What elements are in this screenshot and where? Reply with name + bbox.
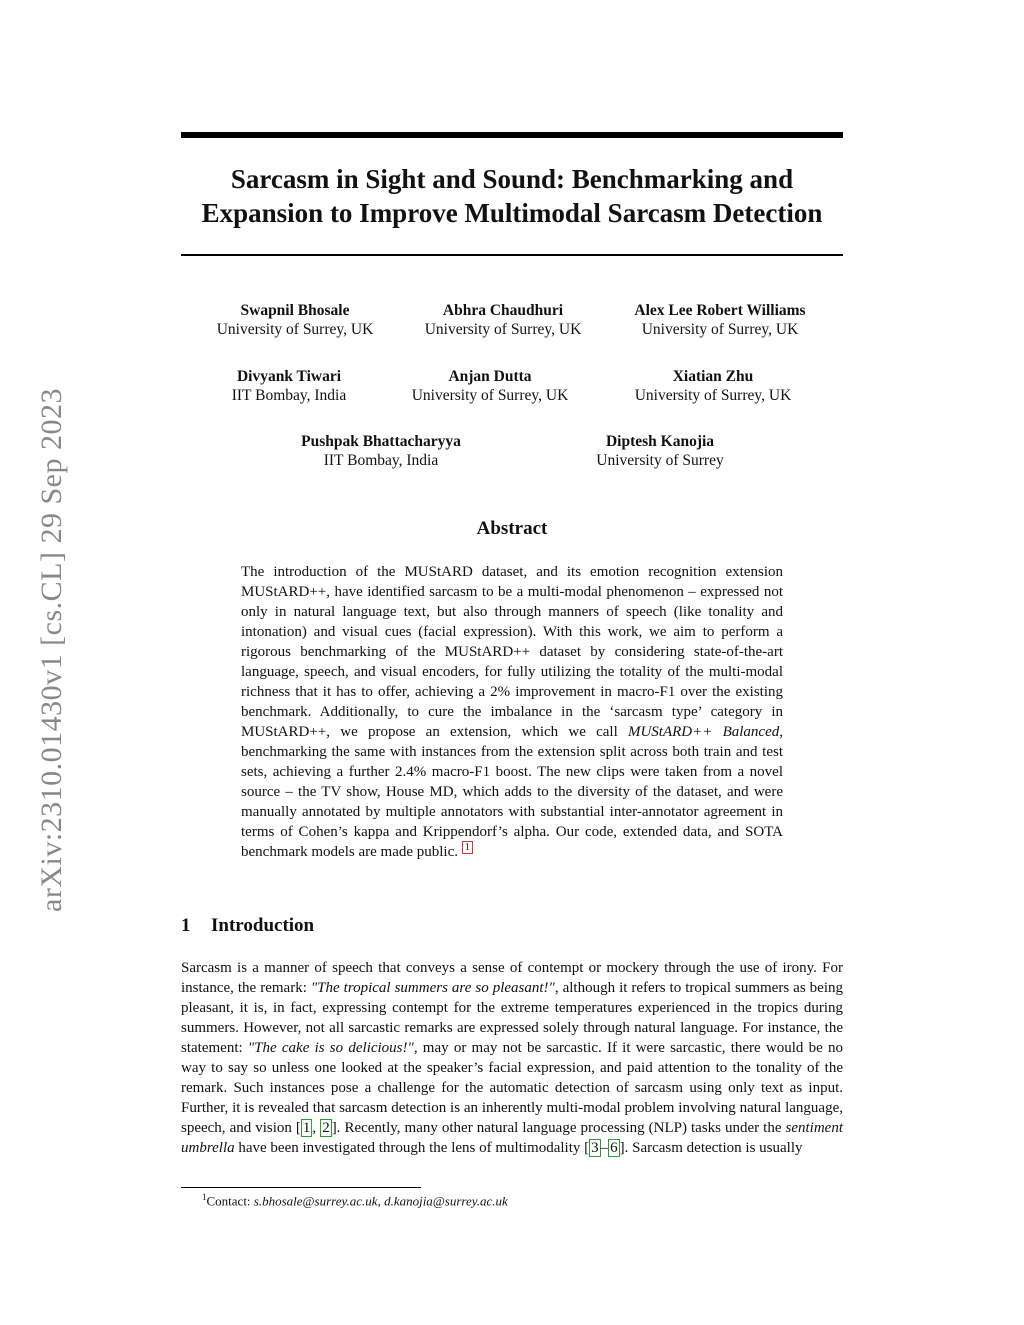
abstract-text-part: The introduction of the MUStARD dataset, and its emotion recognition extension MUStARD++, have identified sarcasm to be a multi-modal phenomenon – expressed not only in natural language text, but also through manners of speech (like tonality and intonation) and visual cues (facial expression). With this work, we aim to perform a rigorous benchmarking of the MUStARD++ dataset by considering state-of-the-art language, speech, and visual encoders, for fully utilizing the totality of the multi-modal richness that it has to offer, achieving a 2% improvement in macro-F1 over the existing benchmark. Additionally, to cure the imbalance in the ‘sarcasm type’ category in MUStARD++, we propose an extension, which we call xyxy=(241,564,783,740)
arxiv-sidebar-stamp: arXiv:2310.01430v1 [cs.CL] 29 Sep 2023 xyxy=(35,388,68,912)
author-name: Abhra Chaudhuri xyxy=(442,302,564,319)
paper-title-line-1: Sarcasm in Sight and Sound: Benchmarking and xyxy=(230,164,794,194)
citation-link[interactable]: 1 xyxy=(302,1120,311,1136)
abstract-text xyxy=(241,562,783,862)
author-name: Divyank Tiwari xyxy=(236,368,342,385)
intro-text: , may or may not be sarcastic. If it were sarcastic, there would be no way to say so unless one looked at the speaker’s facial expression, and paid attention to the tonality of the remark. Such instances pose a challenge for the automatic detection of sarcasm using only text as input. Further, it is revealed that sarcasm detection is an inherently multi-modal problem involving natural language, speech, and vision [ xyxy=(181,1040,843,1136)
author-block xyxy=(251,432,511,470)
author-name: Xiatian Zhu xyxy=(672,368,754,385)
footnote-emails: s.bhosale@surrey.ac.uk, d.kanojia@surrey.ac.uk xyxy=(253,1193,508,1209)
intro-text: ]. Sarcasm detection is usually xyxy=(619,1140,803,1156)
abstract-heading: Abstract xyxy=(476,518,548,539)
footnote-label: Contact: xyxy=(206,1193,254,1209)
author-affiliation: University of Surrey xyxy=(596,452,724,469)
citation-link[interactable]: 2 xyxy=(322,1120,330,1136)
intro-quote: "The tropical summers are so pleasant!" xyxy=(310,980,555,996)
intro-italic-term: sentiment umbrella xyxy=(181,1120,844,1156)
intro-text: ]. Recently, many other natural language processing (NLP) tasks under the xyxy=(331,1120,786,1136)
footnote-marker: 1 xyxy=(202,1192,207,1202)
section-number: 1 xyxy=(181,915,191,936)
author-affiliation: University of Surrey, UK xyxy=(641,321,799,338)
author-name: Anjan Dutta xyxy=(448,368,532,385)
author-name: Diptesh Kanojia xyxy=(605,433,715,450)
footnote-rule xyxy=(181,1187,421,1188)
author-affiliation: University of Surrey, UK xyxy=(634,387,792,404)
footnote-link[interactable]: 1 xyxy=(462,841,473,854)
author-affiliation: IIT Bombay, India xyxy=(323,452,439,469)
section-title: Introduction xyxy=(211,915,315,936)
author-block xyxy=(530,432,790,470)
author-affiliation: University of Surrey, UK xyxy=(216,321,374,338)
intro-text: – xyxy=(600,1140,609,1156)
author-name: Pushpak Bhattacharyya xyxy=(301,433,461,450)
intro-text: , xyxy=(312,1120,321,1136)
author-block xyxy=(583,367,843,405)
author-name: Swapnil Bhosale xyxy=(240,302,350,319)
abstract-text-part: , benchmarking the same with instances from the extension split across both train and test sets, achieving a further 2.4% macro-F1 boost. The new clips were taken from a novel source – the TV show, House MD, which adds to the diversity of the dataset, and were manually annotated by multiple annotators with substantial inter-annotator agreement in terms of Cohen’s kappa and Krippendorf’s alpha. Our code, extended data, and SOTA benchmark models are made public. xyxy=(241,724,783,860)
footnote xyxy=(202,1192,508,1209)
intro-text: Sarcasm is a manner of speech that conveys a sense of contempt or mockery through the use of irony. For instance, the remark: xyxy=(181,960,843,996)
intro-quote: "The cake is so delicious!" xyxy=(247,1040,414,1056)
author-affiliation: IIT Bombay, India xyxy=(231,387,347,404)
citation-link[interactable]: 6 xyxy=(610,1140,618,1156)
author-block xyxy=(590,301,850,339)
title-top-rule xyxy=(181,132,843,138)
introduction-paragraph xyxy=(181,958,843,1158)
abstract-italic-term: MUStARD++ Balanced xyxy=(627,724,780,740)
intro-text: have been investigated through the lens of multimodality [ xyxy=(234,1140,590,1156)
author-affiliation: University of Surrey, UK xyxy=(411,387,569,404)
section-heading xyxy=(181,915,314,937)
paper-title-line-2: Expansion to Improve Multimodal Sarcasm Detection xyxy=(201,198,823,228)
citation-link[interactable]: 3 xyxy=(591,1140,599,1156)
author-affiliation: University of Surrey, UK xyxy=(424,321,582,338)
author-name: Alex Lee Robert Williams xyxy=(634,302,806,319)
intro-text: , although it refers to tropical summers as being pleasant, it is, in fact, expressing contempt for the extreme temperatures experienced in the tropics during summers. However, not all sarcastic remarks are expressed solely through natural language. For instance, the statement: xyxy=(181,980,843,1056)
author-block xyxy=(360,367,620,405)
title-bottom-rule xyxy=(181,254,843,256)
paper-title xyxy=(181,162,843,230)
